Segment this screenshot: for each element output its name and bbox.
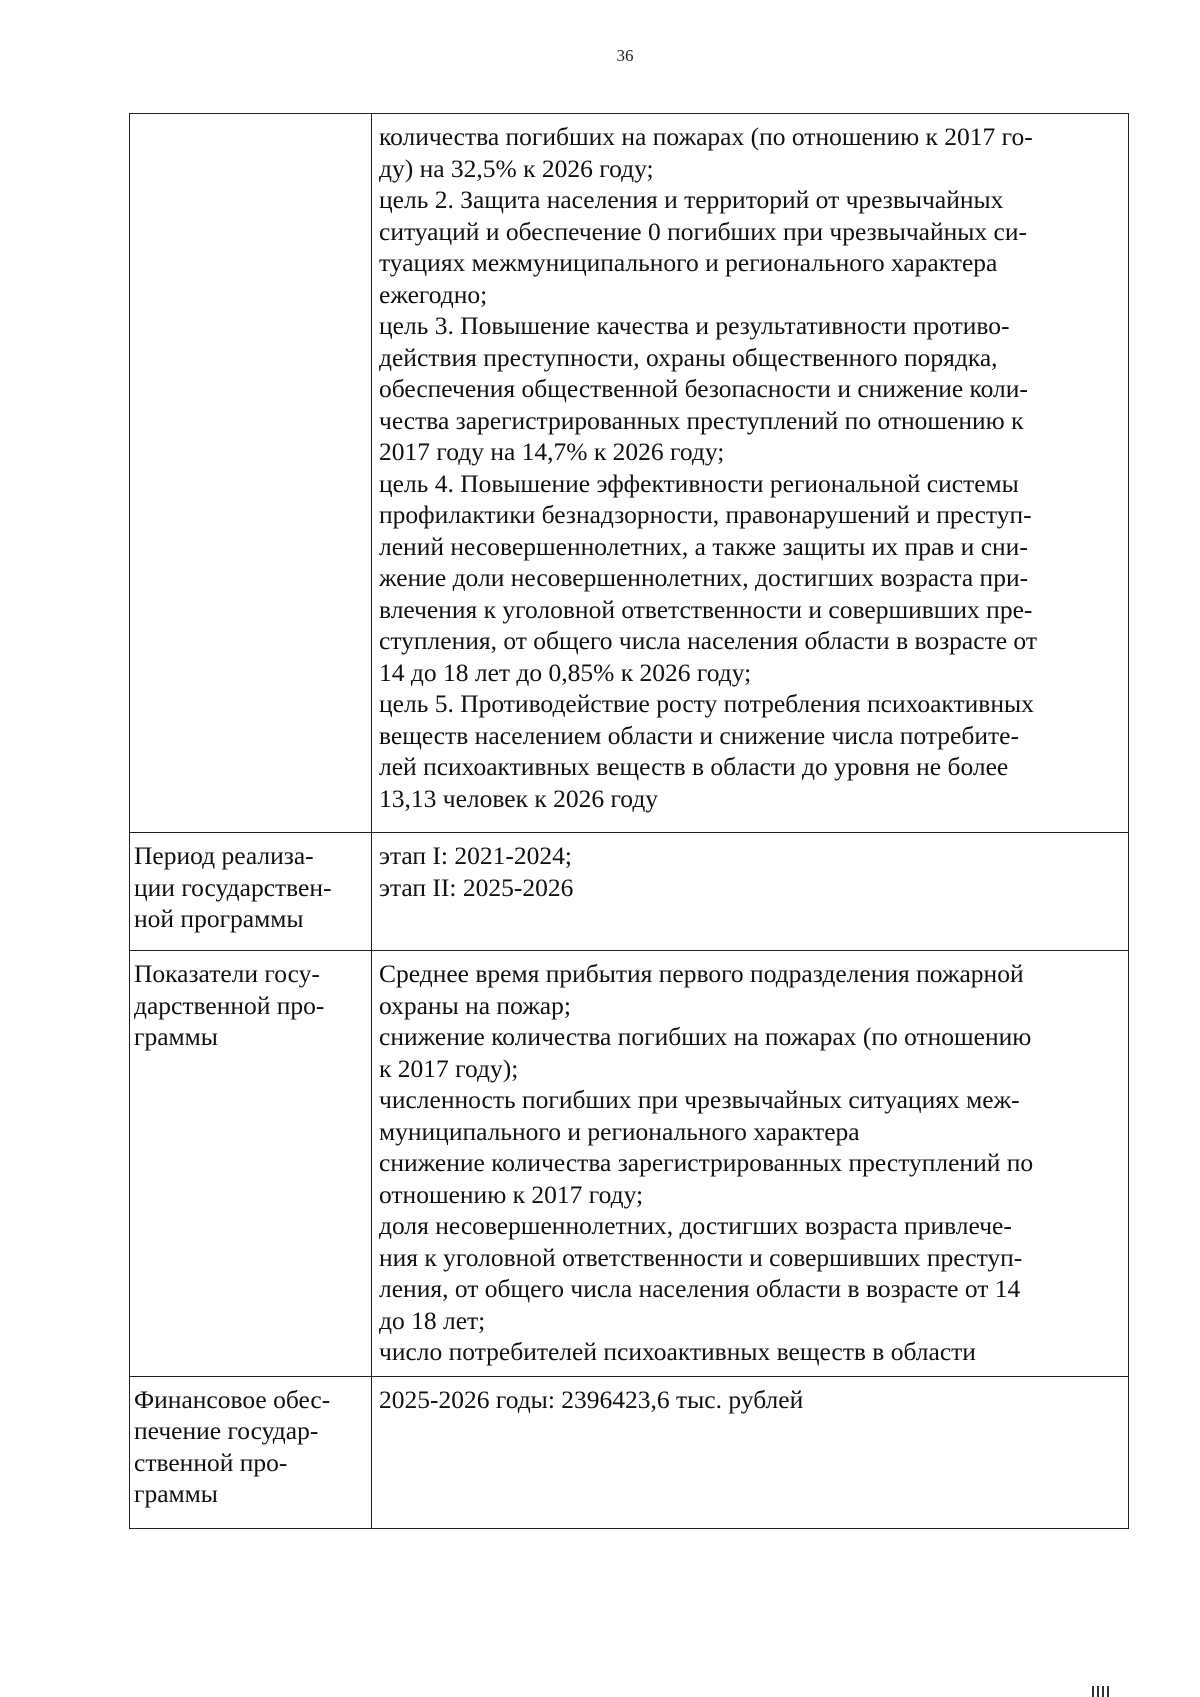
- text-line: 13,13 человек к 2026 году: [379, 783, 659, 813]
- row-label-period: [130, 833, 372, 951]
- row-value-indicators: [372, 951, 1129, 1377]
- text-line: цель 2. Защита населения и территорий от чрезвычайных: [379, 185, 1004, 214]
- page-number: 36: [616, 46, 634, 65]
- text-line: обеспечения общественной безопасности и снижение коли-: [379, 374, 1028, 403]
- row-value-period: [372, 833, 1129, 951]
- label-line: граммы: [134, 1022, 218, 1051]
- text-line: профилактики безнадзорности, правонарушений и преступ-: [379, 500, 1032, 529]
- label-line: дарственной про-: [134, 990, 325, 1020]
- text-line: ления, от общего числа населения области в возрасте от 14: [379, 1274, 1021, 1303]
- scan-artifact: [1092, 1686, 1112, 1697]
- label-line: ственной про-: [134, 1447, 288, 1477]
- text-line: действия преступности, охраны общественного порядка,: [379, 342, 998, 372]
- table-row-period: [130, 833, 1129, 951]
- text-line: 14 до 18 лет до 0,85% к 2026 году;: [379, 657, 752, 687]
- text-line: 2017 году на 14,7% к 2026 году;: [379, 437, 725, 466]
- text-line: до 18 лет;: [379, 1305, 486, 1335]
- row-value-financing: [372, 1376, 1129, 1528]
- text-line: снижение количества зарегистрированных преступлений по: [379, 1148, 1034, 1177]
- text-line: к 2017 году);: [379, 1053, 519, 1083]
- text-line: влечения к уголовной ответственности и совершивших пре-: [379, 594, 1033, 624]
- label-line: ной программы: [134, 904, 304, 933]
- label-line: печение государ-: [134, 1416, 319, 1445]
- text-line: лей психоактивных веществ в области до уровня не более: [379, 752, 1009, 781]
- text-line: охраны на пожар;: [379, 990, 571, 1020]
- text-line: численность погибших при чрезвычайных ситуациях меж-: [379, 1085, 1020, 1114]
- program-passport-table: [129, 113, 1129, 1529]
- table-row-indicators: [130, 951, 1129, 1377]
- text-line: цель 3. Повышение качества и результативности противо-: [379, 311, 1010, 340]
- text-line: этап I: 2021-2024;: [379, 841, 572, 870]
- text-line: лений несовершеннолетних, а также защиты их прав и сни-: [379, 531, 1028, 561]
- text-line: ния к уголовной ответственности и совершивших преступ-: [379, 1242, 1023, 1272]
- row-label-indicators: [130, 951, 372, 1377]
- label-line: Период реализа-: [134, 841, 314, 870]
- text-line: этап II: 2025-2026: [379, 872, 574, 902]
- text-line: чества зарегистрированных преступлений по отношению к: [379, 405, 1024, 435]
- text-line: снижение количества погибших на пожарах (по отношению: [379, 1022, 1032, 1051]
- text-line: ежегодно;: [379, 279, 488, 309]
- label-line: ции государствен-: [134, 872, 332, 902]
- text-line: количества погибших на пожарах (по отношению к 2017 го-: [379, 122, 1033, 151]
- text-line: муниципального и регионального характера: [379, 1116, 860, 1146]
- text-line: цель 5. Противодействие росту потребления психоактивных: [379, 689, 1034, 718]
- text-line: туациях межмуниципального и регионального характера: [379, 248, 998, 277]
- text-line: веществ населением области и снижение числа потребите-: [379, 720, 1019, 750]
- text-line: ступления, от общего числа населения области в возрасте от: [379, 626, 1037, 655]
- text-line: число потребителей психоактивных веществ в области: [379, 1337, 976, 1366]
- table-row-financing: [130, 1376, 1129, 1528]
- text-line: доля несовершеннолетних, достигших возраста привлече-: [379, 1211, 1012, 1240]
- row-label-empty: [130, 114, 372, 833]
- table-row-goals: [130, 114, 1129, 833]
- label-line: Финансовое обес-: [134, 1384, 331, 1414]
- label-line: Показатели госу-: [134, 959, 320, 988]
- text-line: цель 4. Повышение эффективности региональной системы: [379, 468, 1019, 498]
- text-line: 2025-2026 годы: 2396423,6 тыс. рублей: [379, 1384, 804, 1414]
- text-line: отношению к 2017 году;: [379, 1179, 644, 1209]
- text-line: ситуаций и обеспечение 0 погибших при чрезвычайных си-: [379, 216, 1027, 246]
- text-line: жение доли несовершеннолетних, достигших возраста при-: [379, 563, 1029, 592]
- text-line: Среднее время прибытия первого подразделения пожарной: [379, 959, 1024, 988]
- label-line: граммы: [134, 1479, 218, 1508]
- row-value-goals: [372, 114, 1129, 833]
- text-line: ду) на 32,5% к 2026 году;: [379, 153, 654, 183]
- row-label-financing: [130, 1376, 372, 1528]
